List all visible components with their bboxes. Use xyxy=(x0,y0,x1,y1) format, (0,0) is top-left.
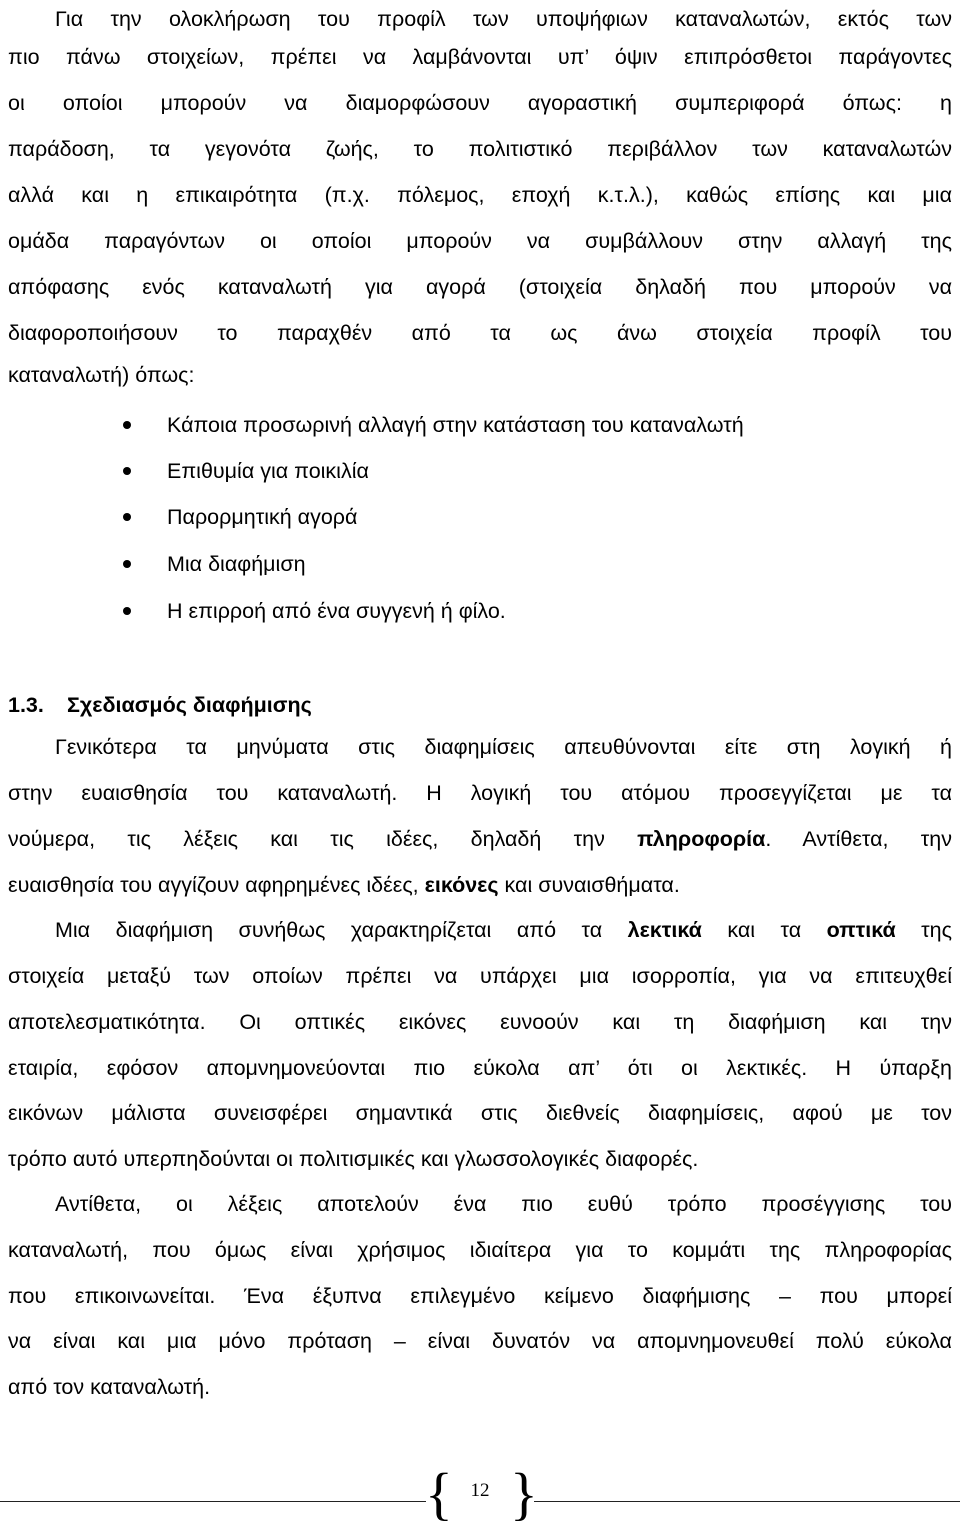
bullet-icon xyxy=(123,513,131,521)
bold-term: εικόνες xyxy=(424,873,499,897)
page-number: 12 xyxy=(470,1480,490,1501)
bold-term: οπτικά xyxy=(826,918,896,942)
section-heading xyxy=(8,682,312,728)
section-title: Σχεδιασμός διαφήμισης xyxy=(67,693,312,717)
bullet-icon xyxy=(123,421,131,429)
bold-term: λεκτικά xyxy=(627,918,702,942)
text-run: και συναισθήματα. xyxy=(498,873,680,897)
list-item-text: Επιθυμία για ποικιλία xyxy=(167,459,369,483)
text-line: απόφασης ενός καταναλωτή για αγορά (στοιχεία δηλαδή που μπορούν να xyxy=(8,275,952,299)
text-line: εταιρία, εφόσον απομνημονεύονται πιο εύκολα απ’ ότι οι λεκτικές. Η ύπαρξη xyxy=(8,1056,952,1080)
list-item-text: Κάποια προσωρινή αλλαγή στην κατάσταση του καταναλωτή xyxy=(167,413,744,437)
text-line: παράδοση, τα γεγονότα ζωής, το πολιτιστικό περιβάλλον των καταναλωτών xyxy=(8,137,952,161)
text-line: καταναλωτή) όπως: xyxy=(8,363,195,387)
bold-term: πληροφορία xyxy=(637,827,766,851)
right-brace: } xyxy=(510,1461,538,1526)
list-item-text: Μια διαφήμιση xyxy=(167,552,306,576)
text-line: αποτελεσματικότητα. Οι οπτικές εικόνες ευνοούν και τη διαφήμιση και την xyxy=(8,1010,952,1034)
text-line: Αντίθετα, οι λέξεις αποτελούν ένα πιο ευθύ τρόπο προσέγγισης του xyxy=(55,1192,952,1216)
text-line: ομάδα παραγόντων οι οποίοι μπορούν να συμβάλλουν στην αλλαγή της xyxy=(8,229,952,253)
text-line: από τον καταναλωτή. xyxy=(8,1375,211,1399)
text-line: καταναλωτή, που όμως είναι χρήσιμος ιδιαίτερα για το κομμάτι της πληροφορίας xyxy=(8,1238,952,1262)
text-run: Μια διαφήμιση συνήθως χαρακτηρίζεται από τα xyxy=(55,918,628,942)
text-line xyxy=(8,816,952,862)
left-brace: { xyxy=(425,1461,453,1526)
bullet-icon xyxy=(123,607,131,615)
text-run: της xyxy=(895,918,952,942)
list-item-text: Η επιρροή από ένα συγγενή ή φίλο. xyxy=(167,599,506,623)
bullet-icon xyxy=(123,467,131,475)
text-run: ευαισθησία του αγγίζουν αφηρημένες ιδέες, xyxy=(8,873,425,897)
text-line: να είναι και μια μόνο πρόταση – είναι δυνατόν να απομνημονευθεί πολύ εύκολα xyxy=(8,1329,952,1353)
section-number: 1.3. xyxy=(8,693,44,717)
text-line: πιο πάνω στοιχείων, πρέπει να λαμβάνονται υπ’ όψιν επιπρόσθετοι παράγοντες xyxy=(8,45,952,69)
text-line: διαφοροποιήσουν το παραχθέν από τα ως άνω στοιχεία προφίλ του xyxy=(8,321,952,345)
text-line xyxy=(8,862,952,908)
text-line: στοιχεία μεταξύ των οποίων πρέπει να υπάρχει μια ισορροπία, για να επιτευχθεί xyxy=(8,964,952,988)
text-run: . Αντίθετα, την xyxy=(765,827,953,851)
text-line xyxy=(55,907,952,953)
text-line: Γενικότερα τα μηνύματα στις διαφημίσεις απευθύνονται είτε στη λογική ή xyxy=(55,735,952,759)
text-line: οι οποίοι μπορούν να διαμορφώσουν αγοραστική συμπεριφορά όπως: η xyxy=(8,91,952,115)
text-line: που επικοινωνείται. Ένα έξυπνα επιλεγμένο κείμενο διαφήμισης – που μπορεί xyxy=(8,1284,952,1308)
page-footer xyxy=(0,1461,960,1526)
footer-rule-left xyxy=(0,1501,426,1502)
bullet-icon xyxy=(123,560,131,568)
text-line: στην ευαισθησία του καταναλωτή. Η λογική του ατόμου προσεγγίζεται με τα xyxy=(8,781,952,805)
text-line: αλλά και η επικαιρότητα (π.χ. πόλεμος, εποχή κ.τ.λ.), καθώς επίσης και μια xyxy=(8,183,952,207)
footer-rule-right xyxy=(534,1501,960,1502)
text-line: τρόπο αυτό υπερπηδούνται οι πολιτισμικές και γλωσσολογικές διαφορές. xyxy=(8,1147,699,1171)
list-item-text: Παρορμητική αγορά xyxy=(167,505,358,529)
text-line: εικόνων μάλιστα συνεισφέρει σημαντικά στις διεθνείς διαφημίσεις, αφού με τον xyxy=(8,1101,952,1125)
text-run: νούμερα, τις λέξεις και τις ιδέες, δηλαδή την xyxy=(8,827,638,851)
text-line: Για την ολοκλήρωση του προφίλ των υποψήφιων καταναλωτών, εκτός των xyxy=(55,7,952,31)
text-run: και τα xyxy=(701,918,827,942)
